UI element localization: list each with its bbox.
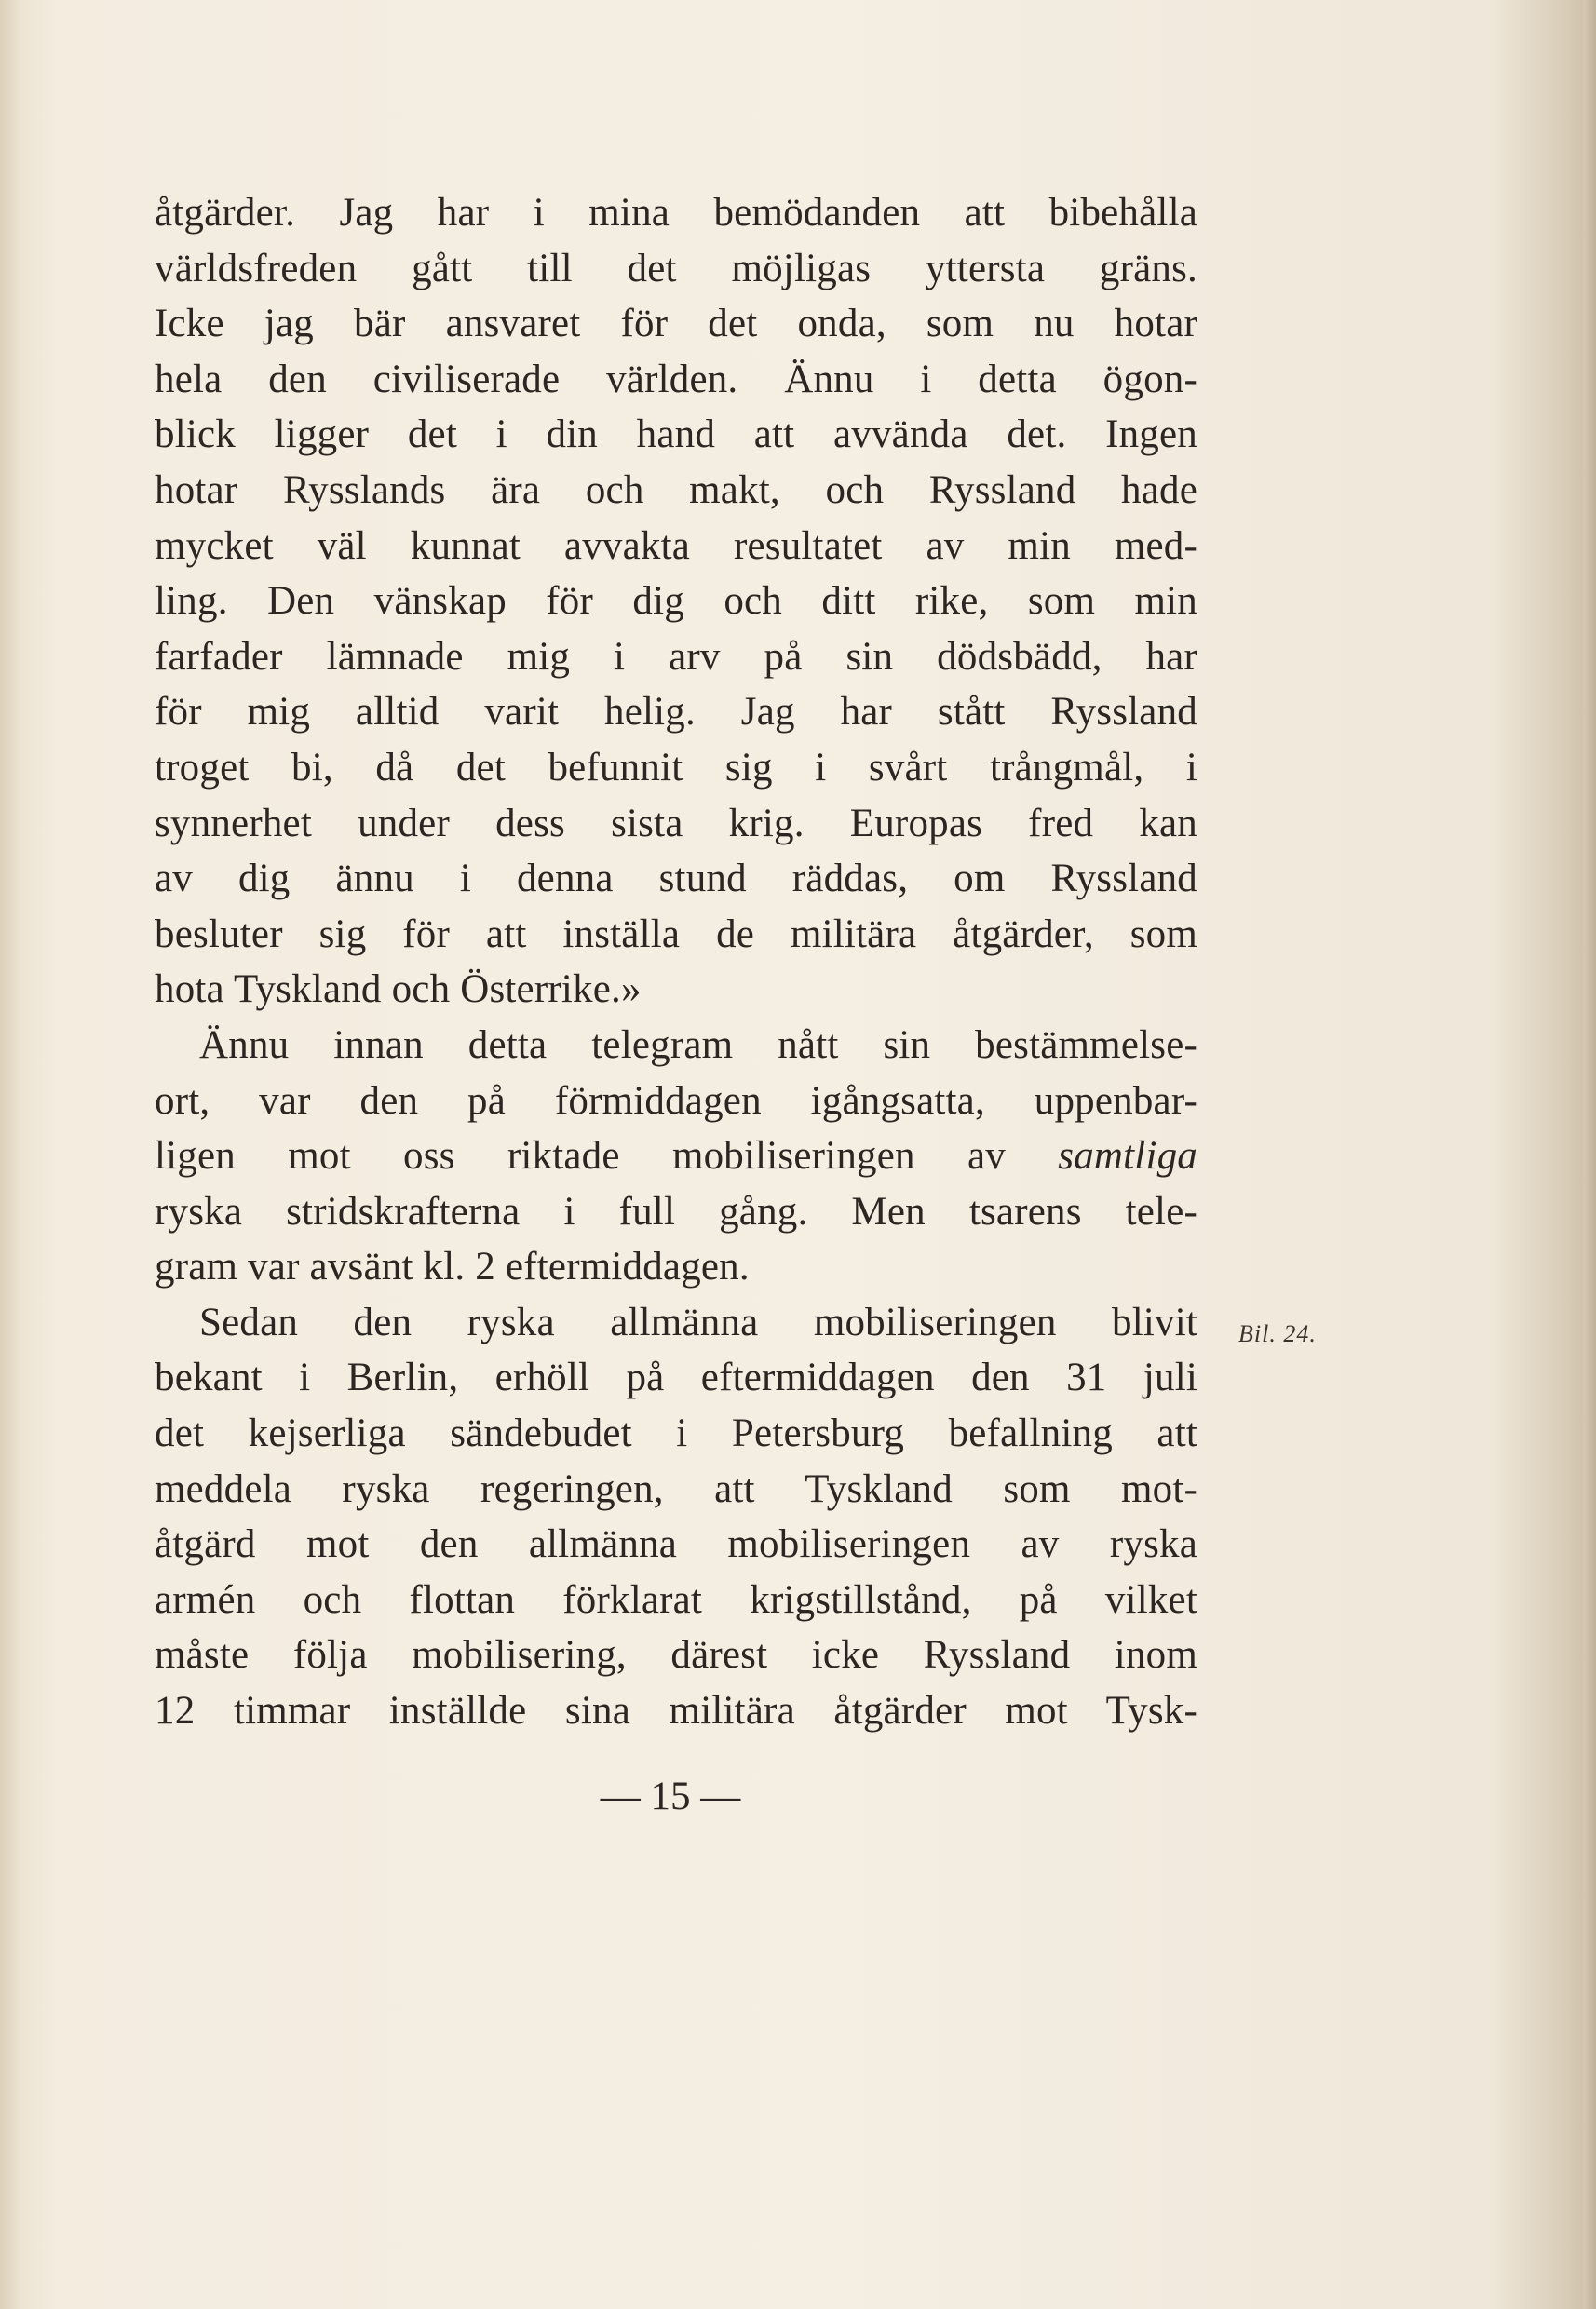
page-edge bbox=[1583, 0, 1596, 2309]
text-line: ryska stridskrafterna i full gång. Men tsarens tele- bbox=[155, 1189, 1197, 1234]
text-line: av dig ännu i denna stund räddas, om Ryssland bbox=[155, 857, 1197, 901]
text-segment: ligen mot oss riktade mobiliseringen av bbox=[155, 1134, 1006, 1179]
text-line: 12 timmar inställde sina militära åtgärder mot Tysk- bbox=[155, 1689, 1197, 1734]
text-line: blick ligger det i din hand att avvända det. Ingen bbox=[155, 412, 1197, 457]
text-line: Sedan den ryska allmänna mobiliseringen blivit bbox=[199, 1300, 1197, 1344]
text-line: hota Tyskland och Österrike.» bbox=[155, 967, 642, 1012]
text-line: mycket väl kunnat avvakta resultatet av min med- bbox=[155, 523, 1197, 568]
text-line: måste följa mobilisering, därest icke Ryssland inom bbox=[155, 1633, 1197, 1678]
text-line: Ännu innan detta telegram nått sin bestämmelse- bbox=[199, 1022, 1197, 1067]
page-gutter-shadow bbox=[0, 0, 20, 2309]
text-line: hotar Rysslands ära och makt, och Ryssland hade bbox=[155, 467, 1197, 512]
text-line: synnerhet under dess sista krig. Europas fred kan bbox=[155, 801, 1197, 845]
text-line: troget bi, då det befunnit sig i svårt trångmål, i bbox=[155, 745, 1197, 790]
text-line: ort, var den på förmiddagen igångsatta, uppenbar- bbox=[155, 1078, 1197, 1123]
page-number: — 15 — bbox=[600, 1775, 741, 1818]
text-line: för mig alltid varit helig. Jag har stått Ryssland bbox=[155, 690, 1197, 735]
text-line: hela den civiliserade världen. Ännu i detta ögon- bbox=[155, 357, 1197, 401]
text-line: armén och flottan förklarat krigstillstånd, på vilket bbox=[155, 1577, 1197, 1622]
text-line: åtgärd mot den allmänna mobiliseringen av ryska bbox=[155, 1522, 1197, 1567]
text-line: åtgärder. Jag har i mina bemödanden att bibehålla bbox=[155, 191, 1197, 235]
text-line-with-emphasis bbox=[155, 1128, 1197, 1184]
text-line: bekant i Berlin, erhöll på eftermiddagen den 31 juli bbox=[155, 1356, 1197, 1400]
text-line: det kejserliga sändebudet i Petersburg befallning att bbox=[155, 1411, 1197, 1456]
text-line: besluter sig för att inställa de militära åtgärder, som bbox=[155, 911, 1197, 956]
text-line: farfader lämnade mig i arv på sin dödsbädd, har bbox=[155, 634, 1197, 679]
text-line: Icke jag bär ansvaret för det onda, som nu hotar bbox=[155, 302, 1197, 346]
margin-reference-note: Bil. 24. bbox=[1238, 1320, 1317, 1347]
text-line: ling. Den vänskap för dig och ditt rike, som min bbox=[155, 579, 1197, 624]
text-line: världsfreden gått till det möjligas yttersta gräns. bbox=[155, 246, 1197, 290]
text-line: meddela ryska regeringen, att Tyskland som mot- bbox=[155, 1466, 1197, 1511]
text-line: gram var avsänt kl. 2 eftermiddagen. bbox=[155, 1245, 750, 1290]
body-text bbox=[155, 185, 1197, 1739]
emphasized-word: samtliga bbox=[1058, 1134, 1197, 1179]
